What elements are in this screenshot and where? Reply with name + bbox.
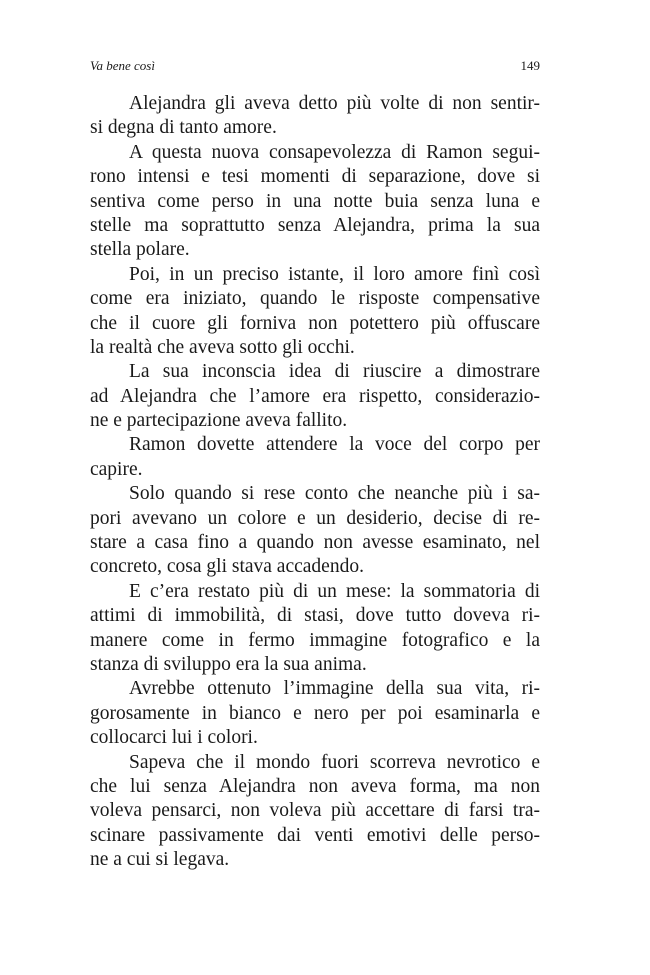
text-line: attimi di immobilità, di stasi, dove tutto doveva ri- — [90, 605, 540, 627]
text-line: Ramon dovette attendere la voce del corpo per — [129, 434, 540, 456]
text-line: gorosamente in bianco e nero per poi esaminarla e — [90, 702, 540, 724]
text-line: voleva pensarci, non voleva più accettare di farsi tra- — [90, 800, 540, 822]
paragraph — [90, 580, 540, 678]
paragraph — [90, 360, 540, 433]
text-line: ad Alejandra che l’amore era rispetto, considerazio- — [90, 385, 540, 407]
text-line: ne a cui si legava. — [90, 849, 230, 871]
text-line: stella polare. — [90, 239, 190, 261]
paragraph — [90, 92, 540, 141]
text-line: come era iniziato, quando le risposte compensative — [90, 288, 540, 310]
page-number: 149 — [520, 58, 540, 73]
text-line: pori avevano un colore e un desiderio, decise di re- — [90, 507, 540, 529]
text-line: Solo quando si rese conto che neanche più i sa- — [129, 483, 540, 505]
paragraph — [90, 263, 540, 361]
text-line: manere come in fermo immagine fotografico e la — [90, 629, 540, 651]
text-line: stare a casa fino a quando non avesse esaminato, nel — [90, 532, 540, 554]
text-line: Avrebbe ottenuto l’immagine della sua vita, ri- — [129, 678, 540, 700]
text-line: si degna di tanto amore. — [90, 117, 277, 139]
text-line: rono intensi e tesi momenti di separazione, dove si — [90, 166, 540, 188]
text-line: che il cuore gli forniva non potettero più offuscare — [90, 312, 540, 334]
text-line: A questa nuova consapevolezza di Ramon segui- — [129, 141, 540, 163]
text-line: La sua inconscia idea di riuscire a dimostrare — [129, 361, 540, 383]
paragraph — [90, 751, 540, 873]
text-line: scinare passivamente dai venti emotivi delle perso- — [90, 824, 540, 846]
paragraph — [90, 677, 540, 750]
text-line: concreto, cosa gli stava accadendo. — [90, 556, 364, 578]
text-line: E c’era restato più di un mese: la sommatoria di — [129, 580, 540, 602]
text-line: stelle ma soprattutto senza Alejandra, prima la sua — [90, 214, 540, 236]
text-line: la realtà che aveva sotto gli occhi. — [90, 336, 355, 358]
text-line: capire. — [90, 458, 143, 480]
running-title: Va bene così — [90, 58, 155, 73]
paragraph — [90, 141, 540, 263]
text-line: Poi, in un preciso istante, il loro amore finì così — [129, 263, 540, 285]
paragraph — [90, 482, 540, 580]
text-line: ne e partecipazione aveva fallito. — [90, 410, 348, 432]
text-line: sentiva come perso in una notte buia senza luna e — [90, 190, 540, 212]
text-line: stanza di sviluppo era la sua anima. — [90, 653, 367, 675]
text-line: collocarci lui i colori. — [90, 727, 258, 749]
text-line: che lui senza Alejandra non aveva forma, ma non — [90, 775, 540, 797]
body-text — [90, 92, 540, 873]
running-head — [90, 58, 540, 78]
text-line: Alejandra gli aveva detto più volte di non sentir- — [129, 93, 540, 114]
paragraph — [90, 433, 540, 482]
text-line: Sapeva che il mondo fuori scorreva nevrotico e — [129, 751, 540, 773]
